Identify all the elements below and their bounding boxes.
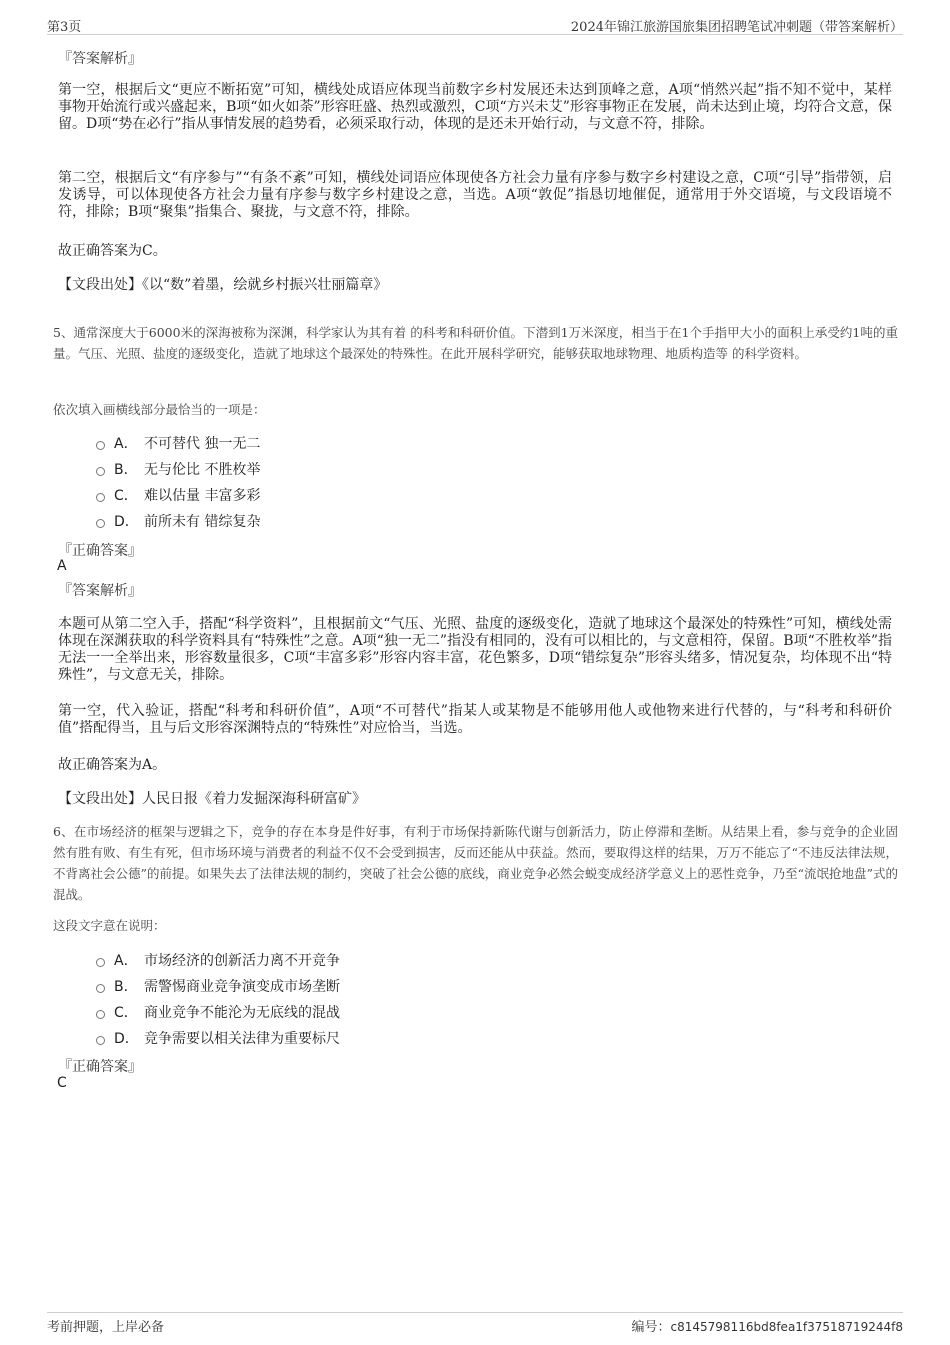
q5-analysis-para2: 第一空，代入验证，搭配“科考和科研价值”，A项“不可替代”指某人或某物是不能够用他人或他物来进行代替的，与“科考和科研价值”搭配得当，且与后文形容深渊特点的“特殊性”对应恰当，当选。 xyxy=(58,703,892,736)
option-text: 商业竞争不能沦为无底线的混战 xyxy=(144,1005,340,1021)
page-header xyxy=(47,14,903,35)
page-number: 第3页 xyxy=(47,20,82,35)
radio-icon[interactable] xyxy=(96,984,105,993)
q4-analysis-para1: 第一空，根据后文“更应不断拓宽”可知，横线处成语应体现当前数字乡村发展还未达到顶峰之意，A项“悄然兴起”指不知不觉中，某样事物开始流行或兴盛起来，B项“如火如荼”形容旺盛、热烈或激烈，C项“方兴未艾”形容事物正在发展，尚未达到止境，均符合文意，保留。D项“势在必行”指从事情发展的趋势看，必须采取行动，体现的是还未开始行动，与文意不符，排除。 xyxy=(58,82,892,132)
option-text: 需警惕商业竞争演变成市场垄断 xyxy=(144,979,340,995)
option-text: 竞争需要以相关法律为重要标尺 xyxy=(144,1031,340,1047)
footer-code xyxy=(632,1316,904,1335)
q5-prompt: 依次填入画横线部分最恰当的一项是： xyxy=(53,402,266,417)
option-letter: C． xyxy=(114,1005,138,1021)
radio-icon[interactable] xyxy=(96,519,105,528)
q5-option-b[interactable] xyxy=(96,459,260,479)
radio-icon[interactable] xyxy=(96,467,105,476)
q6-option-d[interactable] xyxy=(96,1028,340,1048)
option-text: 无与伦比 不胜枚举 xyxy=(144,462,261,478)
radio-icon[interactable] xyxy=(96,493,105,502)
q4-analysis-tag: 『答案解析』 xyxy=(58,51,142,67)
option-letter: B． xyxy=(114,462,138,478)
q5-correct-tag: 『正确答案』 xyxy=(58,543,142,559)
q6-correct-tag: 『正确答案』 xyxy=(58,1059,142,1075)
option-text: 市场经济的创新活力离不开竞争 xyxy=(144,953,340,969)
q5-option-c[interactable] xyxy=(96,485,260,505)
q5-option-d[interactable] xyxy=(96,511,260,531)
option-letter: C． xyxy=(114,488,138,504)
q6-prompt: 这段文字意在说明： xyxy=(53,918,166,933)
q4-conclusion: 故正确答案为C。 xyxy=(58,243,167,259)
page-footer xyxy=(47,1312,903,1333)
q5-analysis-tag: 『答案解析』 xyxy=(58,583,142,599)
option-text: 难以估量 丰富多彩 xyxy=(144,488,261,504)
document-title: 2024年锦江旅游国旅集团招聘笔试冲刺题（带答案解析） xyxy=(570,20,903,35)
radio-icon[interactable] xyxy=(96,1010,105,1019)
code-label: 编号： xyxy=(631,1320,671,1335)
option-letter: A． xyxy=(114,953,138,969)
q6-option-a[interactable] xyxy=(96,950,340,970)
option-letter: D． xyxy=(114,514,139,530)
q6-correct-answer: C xyxy=(57,1075,67,1091)
q4-source: 【文段出处】《以“数”着墨，绘就乡村振兴壮丽篇章》 xyxy=(58,277,388,293)
q5-correct-answer: A xyxy=(57,558,67,574)
q6-question: 6、在市场经济的框架与逻辑之下，竞争的存在本身是件好事，有利于市场保持新陈代谢与创新活力，防止停滞和垄断。从结果上看，参与竞争的企业固然有胜有败、有生有死，但市场环境与消费者的利益不仅不会受到损害，反而还能从中获益。然而，要取得这样的结果，万万不能忘了“不违反法律法规，不背离社会公德”的前提。如果失去了法律法规的制约，突破了社会公德的底线，商业竞争必然会蜕变成经济学意义上的恶性竞争，乃至“流氓抢地盘”式的混战。 xyxy=(53,824,898,902)
q5-source: 【文段出处】人民日报《着力发掘深海科研富矿》 xyxy=(58,791,366,807)
q6-option-c[interactable] xyxy=(96,1002,340,1022)
radio-icon[interactable] xyxy=(96,441,105,450)
option-letter: B． xyxy=(114,979,138,995)
code-value: c8145798116bd8fea1f37518719244f8 xyxy=(670,1320,903,1334)
q5-option-a[interactable] xyxy=(96,433,260,453)
q6-option-b[interactable] xyxy=(96,976,340,996)
q5-conclusion: 故正确答案为A。 xyxy=(58,757,167,773)
option-text: 不可替代 独一无二 xyxy=(144,436,261,452)
option-letter: A． xyxy=(114,436,138,452)
footer-slogan: 考前押题，上岸必备 xyxy=(47,1320,165,1335)
option-text: 前所未有 错综复杂 xyxy=(144,514,261,530)
q5-question: 5、通常深度大于6000米的深海被称为深渊，科学家认为其有着 的科考和科研价值。下潜到1万米深度，相当于在1个手指甲大小的面积上承受约1吨的重量。气压、光照、盐度的逐级变化，造就了地球这个最深处的特殊性。在此开展科学研究，能够获取地球物理、地质构造等 的科学资料。 xyxy=(53,325,898,361)
option-letter: D． xyxy=(114,1031,139,1047)
q5-analysis-para1: 本题可从第二空入手，搭配“科学资料”，且根据前文“气压、光照、盐度的逐级变化，造就了地球这个最深处的特殊性”可知，横线处需体现在深渊获取的科学资料具有“特殊性”之意。A项“独一无二”指没有相同的，没有可以相比的，与文意相符，保留。B项“不胜枚举”指无法一一全举出来，形容数量很多，C项“丰富多彩”形容内容丰富，花色繁多，D项“错综复杂”形容头绪多，情况复杂，均体现不出“特殊性”，与文意无关，排除。 xyxy=(58,616,892,683)
radio-icon[interactable] xyxy=(96,1036,105,1045)
radio-icon[interactable] xyxy=(96,958,105,967)
q4-analysis-para2: 第二空，根据后文“有序参与”“有条不紊”可知，横线处词语应体现使各方社会力量有序参与数字乡村建设之意，C项“引导”指带领，启发诱导，可以体现使各方社会力量有序参与数字乡村建设之意，当选。A项“敦促”指恳切地催促，通常用于外交语境，与文段语境不符，排除；B项“聚集”指集合、聚拢，与文意不符，排除。 xyxy=(58,170,892,220)
